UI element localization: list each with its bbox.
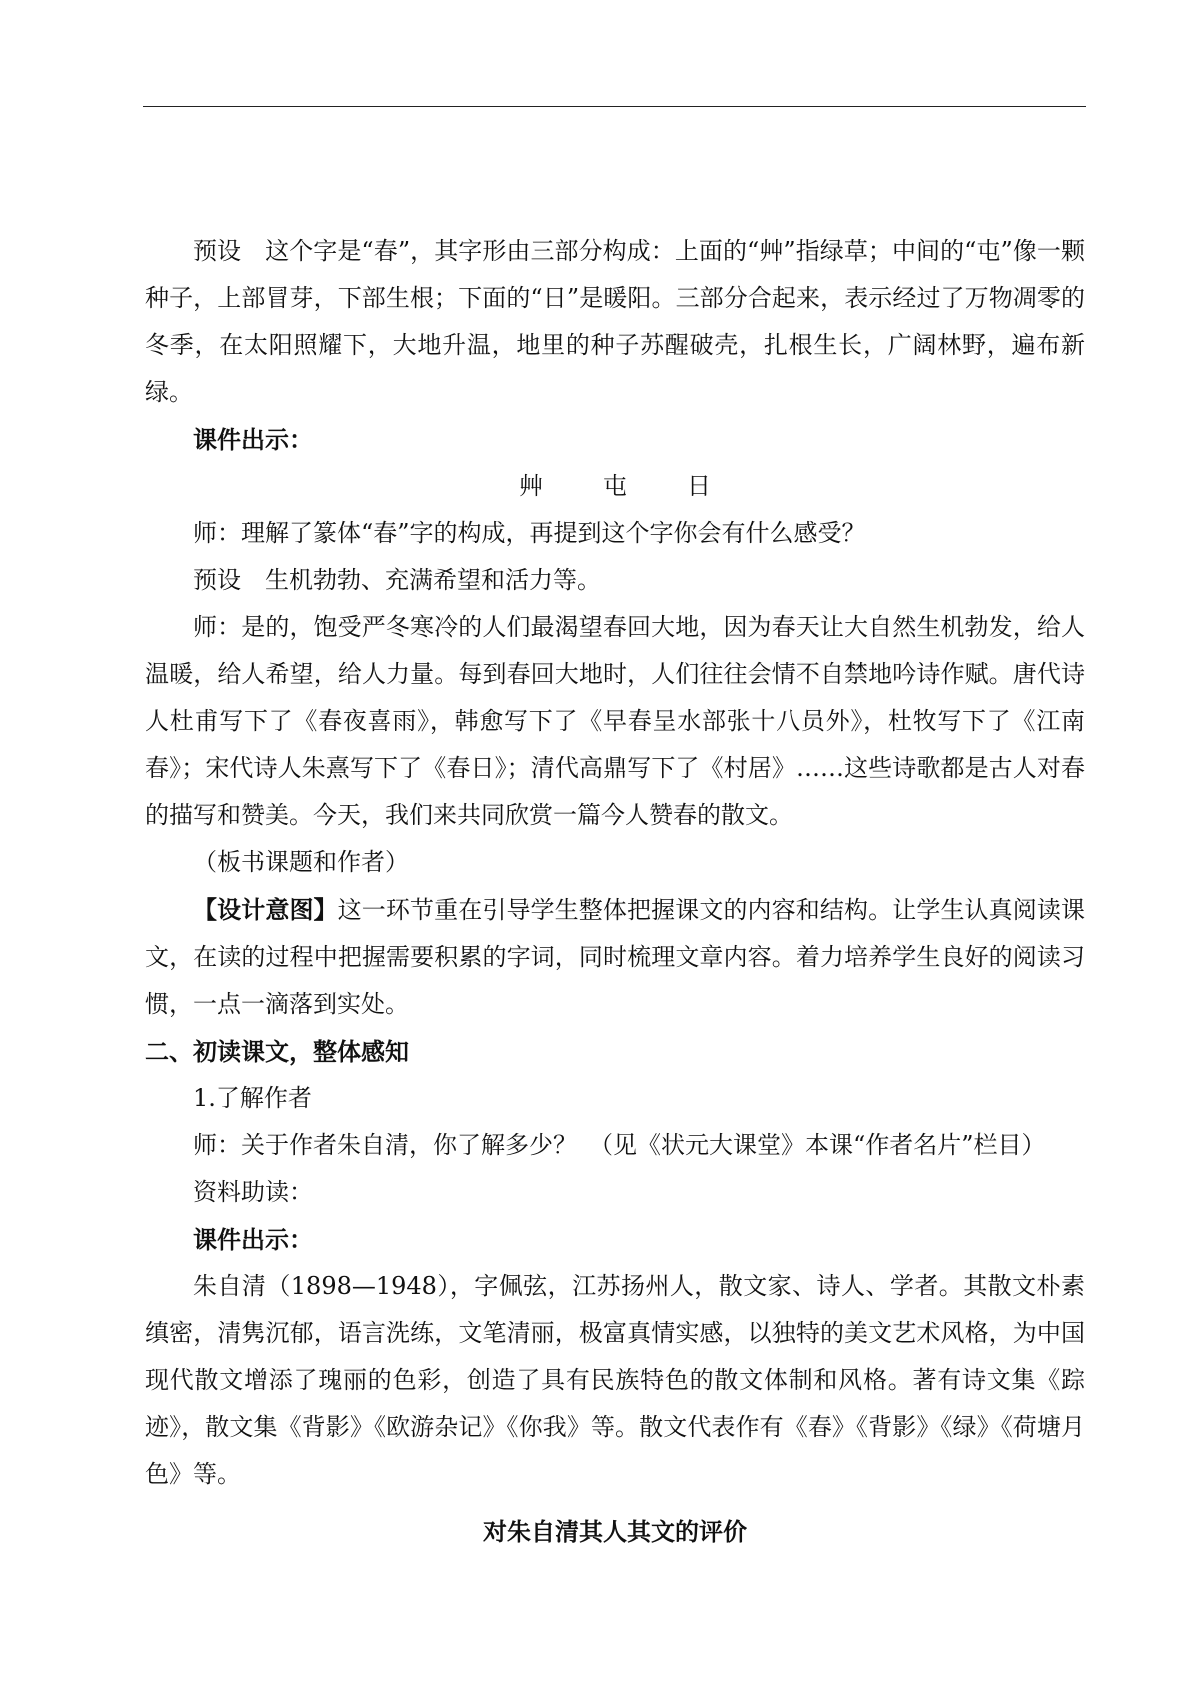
glyph-sun: 日 xyxy=(687,472,711,500)
design-intent-text: 这一环节重在引导学生整体把握课文的内容和结构。让学生认真阅读课文，在读的过程中把握需要积累的字词，同时梳理文章内容。着力培养学生良好的阅读习惯，一点一滴落到实处。 xyxy=(145,896,1086,1018)
courseware-label-2: 课件出示： xyxy=(193,1225,313,1254)
design-intent-label: 【设计意图】 xyxy=(193,895,338,924)
section-2-heading: 二、初读课文，整体感知 xyxy=(145,1037,409,1066)
page-body xyxy=(145,228,1085,1555)
reading-aid-label: 资料助读： xyxy=(193,1178,313,1206)
header-rule xyxy=(143,106,1086,107)
board-note: （板书课题和作者） xyxy=(193,848,409,876)
teacher-question-1: 师：理解了篆体“春”字的构成，再提到这个字你会有什么感受？ xyxy=(193,519,866,547)
author-bio-paragraph: 朱自清（1898—1948），字佩弦，江苏扬州人，散文家、诗人、学者。其散文朴素缜密，清隽沉郁，语言洗练，文笔清丽，极富真情实感，以独特的美文艺术风格，为中国现代散文增添了瑰丽的色彩，创造了具有民族特色的散文体制和风格。著有诗文集《踪迹》，散文集《背影》《欧游杂记》《你我》等。散文代表作有《春》《背影》《绿》《荷塘月色》等。 xyxy=(145,1272,1085,1488)
glyph-grass: 艸 xyxy=(519,472,543,500)
design-intent-paragraph xyxy=(145,886,1085,1028)
evaluation-heading: 对朱自清其人其文的评价 xyxy=(483,1517,747,1546)
teacher-question-2: 师：关于作者朱自清，你了解多少？ （见《状元大课堂》本课“作者名片”栏目） xyxy=(193,1131,1046,1159)
preset-paragraph-2: 预设 生机勃勃、充满希望和活力等。 xyxy=(193,566,601,594)
preset-paragraph-1: 预设 这个字是“春”，其字形由三部分构成：上面的“艸”指绿草；中间的“屯”像一颗种子，上部冒芽，下部生根；下面的“日”是暖阳。三部分合起来，表示经过了万物凋零的冬季，在太阳照耀下，大地升温，地里的种子苏醒破壳，扎根生长，广阔林野，遍布新绿。 xyxy=(145,237,1085,406)
teacher-paragraph-2: 师：是的，饱受严冬寒冷的人们最渴望春回大地，因为春天让大自然生机勃发，给人温暖，给人希望，给人力量。每到春回大地时，人们往往会情不自禁地吟诗作赋。唐代诗人杜甫写下了《春夜喜雨》，韩愈写下了《早春呈水部张十八员外》，杜牧写下了《江南春》；宋代诗人朱熹写下了《春日》；清代高鼎写下了《村居》……这些诗歌都是古人对春的描写和赞美。今天，我们来共同欣赏一篇今人赞春的散文。 xyxy=(145,613,1085,829)
item-1-understand-author: 1.了解作者 xyxy=(193,1084,312,1112)
glyph-seed: 屯 xyxy=(603,472,627,500)
courseware-label-1: 课件出示： xyxy=(193,425,313,454)
glyph-row xyxy=(145,463,1085,510)
